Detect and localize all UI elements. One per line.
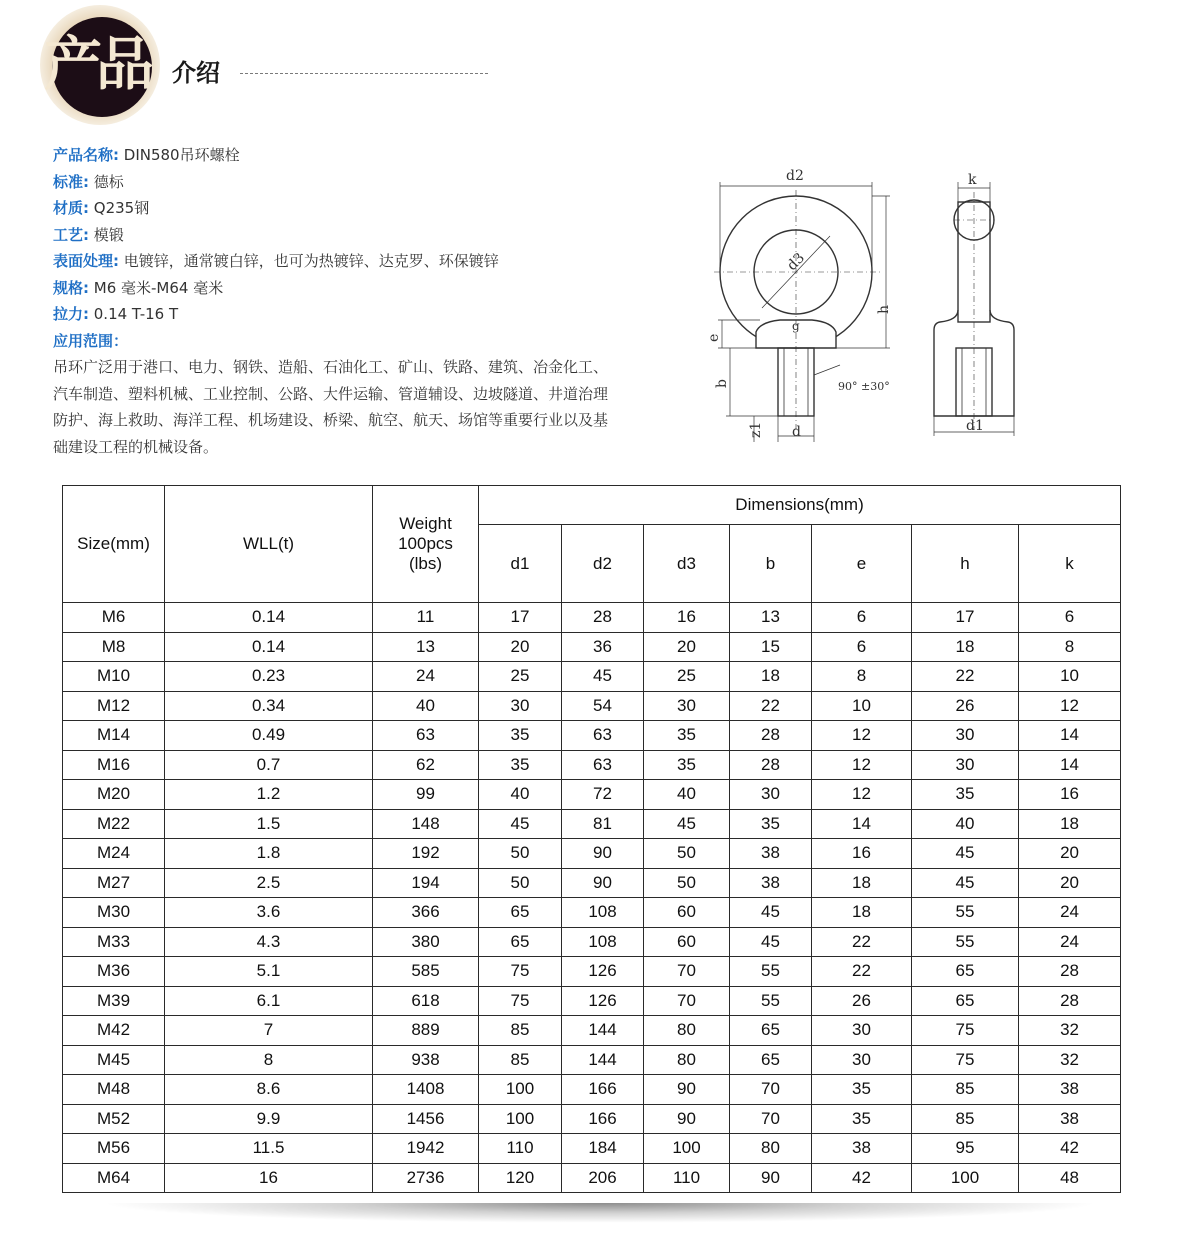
info-row-spec [53, 275, 633, 302]
badge-title: 产品 [44, 30, 149, 98]
info-row-name [53, 142, 633, 169]
table-row [63, 1104, 1121, 1134]
table-cell: 184 [562, 1134, 644, 1164]
table-row [63, 1163, 1121, 1193]
header-dim-e: e [812, 525, 912, 603]
table-row [63, 603, 1121, 633]
table-cell: M39 [63, 986, 165, 1016]
info-label: 表面处理: [53, 252, 119, 270]
table-cell: 11 [373, 603, 479, 633]
table-row [63, 750, 1121, 780]
table-cell: 40 [644, 780, 730, 810]
table-cell: 380 [373, 927, 479, 957]
header-dim-h: h [912, 525, 1019, 603]
table-cell: 14 [812, 809, 912, 839]
label-d2: d2 [786, 168, 804, 184]
table-cell: 2.5 [165, 868, 373, 898]
table-cell: 28 [1019, 986, 1121, 1016]
table-row [63, 1134, 1121, 1164]
label-angle: 90° ±30° [838, 380, 890, 393]
table-cell: 14 [1019, 750, 1121, 780]
table-cell: 45 [730, 898, 812, 928]
table-cell: 889 [373, 1016, 479, 1046]
table-cell: 90 [644, 1104, 730, 1134]
table-cell: 24 [1019, 898, 1121, 928]
table-cell: 18 [812, 868, 912, 898]
table-cell: 90 [562, 868, 644, 898]
table-cell: 12 [812, 721, 912, 751]
table-cell: 1.2 [165, 780, 373, 810]
table-cell: 126 [562, 986, 644, 1016]
table-row [63, 868, 1121, 898]
table-cell: 45 [912, 839, 1019, 869]
table-cell: 80 [644, 1045, 730, 1075]
info-row-finish [53, 248, 633, 275]
table-cell: 12 [812, 780, 912, 810]
table-cell: 192 [373, 839, 479, 869]
table-cell: 166 [562, 1104, 644, 1134]
table-cell: 5.1 [165, 957, 373, 987]
table-cell: 30 [644, 691, 730, 721]
table-cell: 28 [562, 603, 644, 633]
table-cell: 0.23 [165, 662, 373, 692]
info-value: 模锻 [89, 225, 124, 244]
table-cell: M8 [63, 632, 165, 662]
table-cell: 50 [479, 868, 562, 898]
table-row [63, 927, 1121, 957]
label-d: d [792, 424, 801, 440]
table-cell: 0.49 [165, 721, 373, 751]
table-cell: 24 [373, 662, 479, 692]
table-cell: 1456 [373, 1104, 479, 1134]
table-cell: 42 [1019, 1134, 1121, 1164]
table-cell: 35 [912, 780, 1019, 810]
table-cell: 30 [730, 780, 812, 810]
bottom-shadow [100, 1203, 1100, 1223]
label-e: e [706, 333, 722, 342]
table-row [63, 632, 1121, 662]
table-cell: 100 [912, 1163, 1019, 1193]
label-z1: z1 [748, 421, 764, 438]
table-cell: 585 [373, 957, 479, 987]
table-cell: 65 [479, 927, 562, 957]
table-cell: 1408 [373, 1075, 479, 1105]
table-row [63, 691, 1121, 721]
table-row [63, 957, 1121, 987]
table-cell: 45 [730, 927, 812, 957]
table-cell: 80 [730, 1134, 812, 1164]
header-weight [373, 486, 479, 603]
table-cell: 35 [479, 750, 562, 780]
table-cell: 85 [912, 1104, 1019, 1134]
table-cell: 11.5 [165, 1134, 373, 1164]
table-cell: 6 [812, 603, 912, 633]
table-cell: 81 [562, 809, 644, 839]
table-cell: 50 [644, 839, 730, 869]
table-cell: 75 [912, 1016, 1019, 1046]
table-cell: 110 [479, 1134, 562, 1164]
table-cell: 13 [373, 632, 479, 662]
table-cell: 18 [912, 632, 1019, 662]
table-cell: 16 [812, 839, 912, 869]
table-cell: 2736 [373, 1163, 479, 1193]
table-cell: 90 [562, 839, 644, 869]
table-cell: 70 [644, 986, 730, 1016]
table-cell: M48 [63, 1075, 165, 1105]
info-label: 标准: [53, 172, 89, 191]
table-cell: 85 [479, 1016, 562, 1046]
table-cell: 28 [1019, 957, 1121, 987]
table-cell: 38 [1019, 1104, 1121, 1134]
table-cell: 38 [730, 868, 812, 898]
table-cell: 28 [730, 750, 812, 780]
label-b: b [714, 379, 730, 388]
info-label: 拉力: [53, 305, 89, 323]
table-cell: 85 [479, 1045, 562, 1075]
table-cell: 40 [479, 780, 562, 810]
product-info [53, 142, 633, 460]
table-cell: 26 [912, 691, 1019, 721]
table-cell: 35 [479, 721, 562, 751]
table-cell: 35 [812, 1075, 912, 1105]
table-cell: 22 [812, 957, 912, 987]
table-cell: 63 [373, 721, 479, 751]
table-cell: M56 [63, 1134, 165, 1164]
applications-paragraph: 吊环广泛用于港口、电力、钢铁、造船、石油化工、矿山、铁路、建筑、冶金化工、汽车制造、塑料机械、工业控制、公路、大件运输、管道辅设、边坡隧道、井道治理防护、海上救助、海洋工程、机场建设、桥梁、航空、航天、场馆等重要行业以及基础建设工程的机械设备。 [53, 358, 609, 456]
table-cell: 8 [1019, 632, 1121, 662]
table-row [63, 1075, 1121, 1105]
table-cell: M14 [63, 721, 165, 751]
table-cell: 54 [562, 691, 644, 721]
table-cell: 366 [373, 898, 479, 928]
table-cell: 55 [730, 986, 812, 1016]
table-cell: 38 [1019, 1075, 1121, 1105]
table-cell: 0.7 [165, 750, 373, 780]
table-cell: M10 [63, 662, 165, 692]
table-cell: 72 [562, 780, 644, 810]
table-cell: 45 [562, 662, 644, 692]
header-dim-b: b [730, 525, 812, 603]
table-cell: M36 [63, 957, 165, 987]
info-row-applications [53, 328, 633, 355]
table-cell: 70 [730, 1104, 812, 1134]
table-cell: 30 [479, 691, 562, 721]
table-cell: 38 [812, 1134, 912, 1164]
header-size: Size(mm) [63, 486, 165, 603]
table-cell: 20 [1019, 839, 1121, 869]
table-cell: 60 [644, 927, 730, 957]
table-cell: 65 [730, 1016, 812, 1046]
info-label: 工艺: [53, 225, 89, 244]
table-cell: 144 [562, 1045, 644, 1075]
table-cell: 62 [373, 750, 479, 780]
info-value: 德标 [89, 172, 124, 191]
table-cell: 126 [562, 957, 644, 987]
info-value: M6 毫米-M64 毫米 [89, 278, 224, 297]
table-cell: 12 [812, 750, 912, 780]
table-cell: 100 [479, 1104, 562, 1134]
table-cell: 120 [479, 1163, 562, 1193]
table-cell: 100 [644, 1134, 730, 1164]
table-cell: 0.34 [165, 691, 373, 721]
table-cell: 40 [912, 809, 1019, 839]
table-row [63, 1016, 1121, 1046]
label-g: g [792, 319, 800, 333]
table-cell: 8 [165, 1045, 373, 1075]
table-cell: M24 [63, 839, 165, 869]
table-row [63, 839, 1121, 869]
section-subtitle: 介绍 [172, 59, 220, 87]
table-cell: 110 [644, 1163, 730, 1193]
table-row [63, 986, 1121, 1016]
table-cell: 80 [644, 1016, 730, 1046]
table-cell: 22 [812, 927, 912, 957]
label-d1: d1 [966, 418, 984, 434]
table-row [63, 780, 1121, 810]
table-cell: 20 [644, 632, 730, 662]
table-cell: 18 [730, 662, 812, 692]
table-cell: M27 [63, 868, 165, 898]
table-cell: 85 [912, 1075, 1019, 1105]
table-cell: M45 [63, 1045, 165, 1075]
table-cell: 938 [373, 1045, 479, 1075]
header-dim-k: k [1019, 525, 1121, 603]
table-cell: 70 [644, 957, 730, 987]
table-cell: 30 [912, 750, 1019, 780]
table-cell: 20 [479, 632, 562, 662]
table-cell: 90 [644, 1075, 730, 1105]
table-cell: 618 [373, 986, 479, 1016]
table-row [63, 721, 1121, 751]
table-cell: 90 [730, 1163, 812, 1193]
info-label: 材质: [53, 199, 89, 217]
header-dim-d3: d3 [644, 525, 730, 603]
label-h: h [876, 304, 892, 314]
info-row-process [53, 222, 633, 249]
table-cell: 95 [912, 1134, 1019, 1164]
table-cell: 6.1 [165, 986, 373, 1016]
table-cell: 6 [1019, 603, 1121, 633]
table-cell: 25 [479, 662, 562, 692]
info-label: 产品名称: [53, 146, 119, 164]
table-cell: 55 [730, 957, 812, 987]
table-cell: 4.3 [165, 927, 373, 957]
table-cell: 45 [912, 868, 1019, 898]
table-cell: 32 [1019, 1016, 1121, 1046]
table-cell: 28 [730, 721, 812, 751]
table-cell: 40 [373, 691, 479, 721]
table-cell: 75 [479, 957, 562, 987]
table-row [63, 1045, 1121, 1075]
info-row-standard [53, 169, 633, 196]
table-cell: 10 [812, 691, 912, 721]
table-cell: 48 [1019, 1163, 1121, 1193]
table-cell: 17 [479, 603, 562, 633]
table-cell: 8.6 [165, 1075, 373, 1105]
table-cell: M33 [63, 927, 165, 957]
label-d3: d3 [784, 249, 809, 274]
table-cell: 65 [730, 1045, 812, 1075]
info-value: Q235钢 [89, 199, 150, 217]
info-label: 规格: [53, 278, 89, 297]
table-cell: 9.9 [165, 1104, 373, 1134]
header-dim-d2: d2 [562, 525, 644, 603]
table-cell: 16 [165, 1163, 373, 1193]
table-cell: 50 [479, 839, 562, 869]
table-cell: 16 [644, 603, 730, 633]
table-cell: 45 [479, 809, 562, 839]
table-cell: 24 [1019, 927, 1121, 957]
table-cell: 65 [479, 898, 562, 928]
table-cell: 65 [912, 986, 1019, 1016]
table-cell: 22 [912, 662, 1019, 692]
table-cell: 1.5 [165, 809, 373, 839]
table-row [63, 898, 1121, 928]
table-cell: 30 [812, 1016, 912, 1046]
table-cell: 75 [479, 986, 562, 1016]
table-cell: 10 [1019, 662, 1121, 692]
table-cell: 22 [730, 691, 812, 721]
table-cell: 6 [812, 632, 912, 662]
table-cell: 206 [562, 1163, 644, 1193]
table-row [63, 809, 1121, 839]
table-cell: 1942 [373, 1134, 479, 1164]
table-cell: 45 [644, 809, 730, 839]
table-cell: 3.6 [165, 898, 373, 928]
table-cell: 16 [1019, 780, 1121, 810]
table-cell: 30 [812, 1045, 912, 1075]
table-cell: 14 [1019, 721, 1121, 751]
header-weight-line: (lbs) [408, 554, 443, 573]
table-cell: M42 [63, 1016, 165, 1046]
table-cell: M20 [63, 780, 165, 810]
table-cell: 32 [1019, 1045, 1121, 1075]
table-cell: M64 [63, 1163, 165, 1193]
table-cell: 148 [373, 809, 479, 839]
table-row [63, 662, 1121, 692]
table-cell: 60 [644, 898, 730, 928]
table-cell: 108 [562, 927, 644, 957]
info-row-material [53, 195, 633, 222]
table-cell: 108 [562, 898, 644, 928]
table-cell: 63 [562, 750, 644, 780]
table-cell: 7 [165, 1016, 373, 1046]
header-divider [240, 73, 488, 74]
header-weight-line: 100pcs [398, 534, 453, 553]
table-cell: 30 [912, 721, 1019, 751]
table-cell: 1.8 [165, 839, 373, 869]
info-value: 电镀锌，通常镀白锌，也可为热镀锌、达克罗、环保镀锌 [119, 252, 499, 270]
spec-table [62, 485, 1121, 1193]
table-cell: 35 [730, 809, 812, 839]
table-cell: 100 [479, 1075, 562, 1105]
table-cell: 18 [1019, 809, 1121, 839]
table-cell: 17 [912, 603, 1019, 633]
header-weight-line: Weight [399, 514, 452, 533]
table-cell: 0.14 [165, 603, 373, 633]
info-value: DIN580吊环螺栓 [119, 146, 240, 164]
table-cell: M12 [63, 691, 165, 721]
table-cell: 35 [812, 1104, 912, 1134]
table-cell: 12 [1019, 691, 1121, 721]
table-cell: M22 [63, 809, 165, 839]
table-cell: 35 [644, 750, 730, 780]
table-cell: M52 [63, 1104, 165, 1134]
info-value: 0.14 T-16 T [89, 305, 179, 323]
table-cell: 42 [812, 1163, 912, 1193]
table-cell: 25 [644, 662, 730, 692]
header-dim-d1: d1 [479, 525, 562, 603]
table-cell: 194 [373, 868, 479, 898]
table-cell: 35 [644, 721, 730, 751]
table-cell: M30 [63, 898, 165, 928]
header-dimensions: Dimensions(mm) [479, 486, 1121, 525]
eye-bolt-drawing [690, 160, 1050, 450]
info-label: 应用范围： [53, 331, 129, 350]
table-cell: 65 [912, 957, 1019, 987]
header-wll: WLL(t) [165, 486, 373, 603]
table-cell: 55 [912, 927, 1019, 957]
table-cell: 20 [1019, 868, 1121, 898]
table-cell: 166 [562, 1075, 644, 1105]
table-cell: 55 [912, 898, 1019, 928]
table-cell: 38 [730, 839, 812, 869]
table-cell: 0.14 [165, 632, 373, 662]
table-cell: 15 [730, 632, 812, 662]
table-cell: M6 [63, 603, 165, 633]
label-k: k [968, 172, 977, 188]
table-cell: 144 [562, 1016, 644, 1046]
table-cell: 75 [912, 1045, 1019, 1075]
info-row-tension [53, 301, 633, 328]
table-cell: 8 [812, 662, 912, 692]
table-cell: 50 [644, 868, 730, 898]
table-cell: 36 [562, 632, 644, 662]
table-cell: 63 [562, 721, 644, 751]
table-cell: 99 [373, 780, 479, 810]
table-cell: 13 [730, 603, 812, 633]
table-cell: M16 [63, 750, 165, 780]
table-cell: 26 [812, 986, 912, 1016]
table-cell: 18 [812, 898, 912, 928]
table-cell: 70 [730, 1075, 812, 1105]
